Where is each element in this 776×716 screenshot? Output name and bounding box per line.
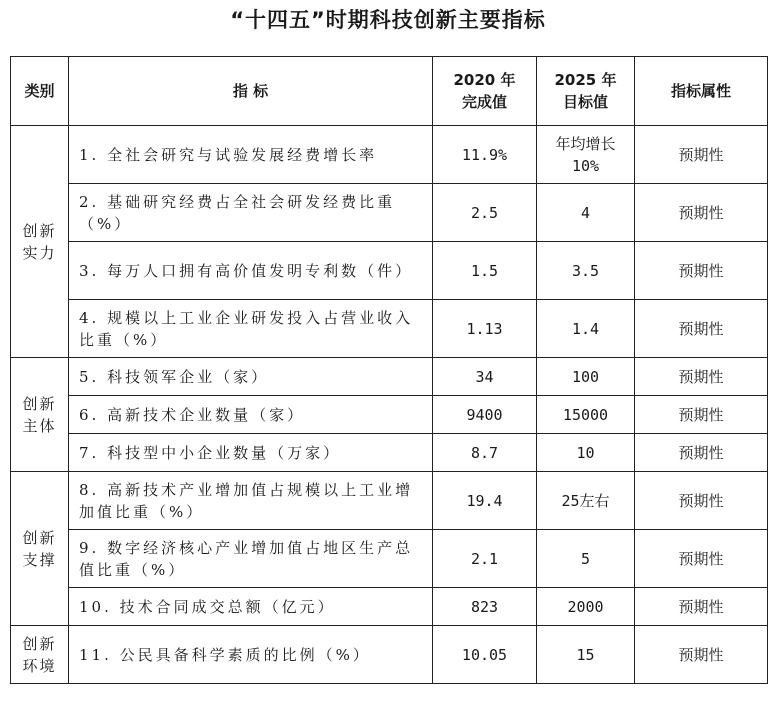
category-label: 创新 [22, 221, 57, 240]
attribute-cell: 预期性 [635, 588, 768, 626]
table-row [11, 434, 768, 472]
target-cell: 100 [537, 358, 635, 396]
target-cell: 5 [537, 530, 635, 588]
header-completed-label: 完成值 [461, 93, 507, 111]
attribute-cell: 预期性 [635, 626, 768, 684]
target-cell: 10 [537, 434, 635, 472]
indicator-cell: 9. 数字经济核心产业增加值占地区生产总值比重（%） [69, 530, 433, 588]
target-cell: 1.4 [537, 300, 635, 358]
category-cell [11, 358, 69, 472]
indicator-cell: 1. 全社会研究与试验发展经费增长率 [69, 126, 433, 184]
category-label: 实力 [22, 243, 57, 262]
target-cell: 年均增长 10% [537, 126, 635, 184]
indicator-cell: 10. 技术合同成交总额（亿元） [69, 588, 433, 626]
completed-cell: 11.9% [433, 126, 537, 184]
completed-cell: 10.05 [433, 626, 537, 684]
table-row [11, 588, 768, 626]
attribute-cell: 预期性 [635, 472, 768, 530]
completed-cell: 1.5 [433, 242, 537, 300]
indicator-cell: 4. 规模以上工业企业研发投入占营业收入比重（%） [69, 300, 433, 358]
header-indicator: 指 标 [69, 57, 433, 126]
table-row [11, 358, 768, 396]
completed-cell: 1.13 [433, 300, 537, 358]
completed-cell: 823 [433, 588, 537, 626]
category-label: 主体 [22, 416, 57, 435]
header-attribute: 指标属性 [635, 57, 768, 126]
header-target-year: 2025 年 [554, 71, 617, 89]
category-label: 支撑 [22, 550, 57, 569]
header-target-label: 目标值 [562, 93, 608, 111]
completed-cell: 9400 [433, 396, 537, 434]
indicator-cell: 5. 科技领军企业（家） [69, 358, 433, 396]
attribute-cell: 预期性 [635, 126, 768, 184]
category-label: 创新 [22, 634, 57, 653]
attribute-cell: 预期性 [635, 358, 768, 396]
page-title: “十四五”时期科技创新主要指标 [230, 8, 546, 32]
header-completed [433, 57, 537, 126]
indicator-cell: 6. 高新技术企业数量（家） [69, 396, 433, 434]
category-label: 创新 [22, 528, 57, 547]
header-category: 类别 [11, 57, 69, 126]
table-row [11, 626, 768, 684]
attribute-cell: 预期性 [635, 434, 768, 472]
category-label: 环境 [22, 656, 57, 675]
attribute-cell: 预期性 [635, 242, 768, 300]
completed-cell: 34 [433, 358, 537, 396]
table-row [11, 472, 768, 530]
table-row [11, 530, 768, 588]
table-header-row [11, 57, 768, 126]
attribute-cell: 预期性 [635, 396, 768, 434]
table-row [11, 184, 768, 242]
completed-cell: 2.5 [433, 184, 537, 242]
header-completed-year: 2020 年 [453, 71, 516, 89]
indicator-cell: 8. 高新技术产业增加值占规模以上工业增加值比重（%） [69, 472, 433, 530]
completed-cell: 2.1 [433, 530, 537, 588]
table-row [11, 300, 768, 358]
table-row [11, 242, 768, 300]
category-cell [11, 472, 69, 626]
attribute-cell: 预期性 [635, 184, 768, 242]
category-label: 创新 [22, 394, 57, 413]
indicator-cell: 7. 科技型中小企业数量（万家） [69, 434, 433, 472]
table-row [11, 396, 768, 434]
attribute-cell: 预期性 [635, 300, 768, 358]
target-cell: 3.5 [537, 242, 635, 300]
table-row [11, 126, 768, 184]
indicator-cell: 11. 公民具备科学素质的比例（%） [69, 626, 433, 684]
category-cell [11, 626, 69, 684]
target-cell: 2000 [537, 588, 635, 626]
target-cell: 4 [537, 184, 635, 242]
indicator-cell: 3. 每万人口拥有高价值发明专利数（件） [69, 242, 433, 300]
indicator-cell: 2. 基础研究经费占全社会研发经费比重（%） [69, 184, 433, 242]
attribute-cell: 预期性 [635, 530, 768, 588]
target-cell: 15 [537, 626, 635, 684]
completed-cell: 19.4 [433, 472, 537, 530]
target-cell: 25左右 [537, 472, 635, 530]
target-cell: 15000 [537, 396, 635, 434]
completed-cell: 8.7 [433, 434, 537, 472]
indicators-table [10, 56, 768, 684]
header-target [537, 57, 635, 126]
category-cell [11, 126, 69, 358]
